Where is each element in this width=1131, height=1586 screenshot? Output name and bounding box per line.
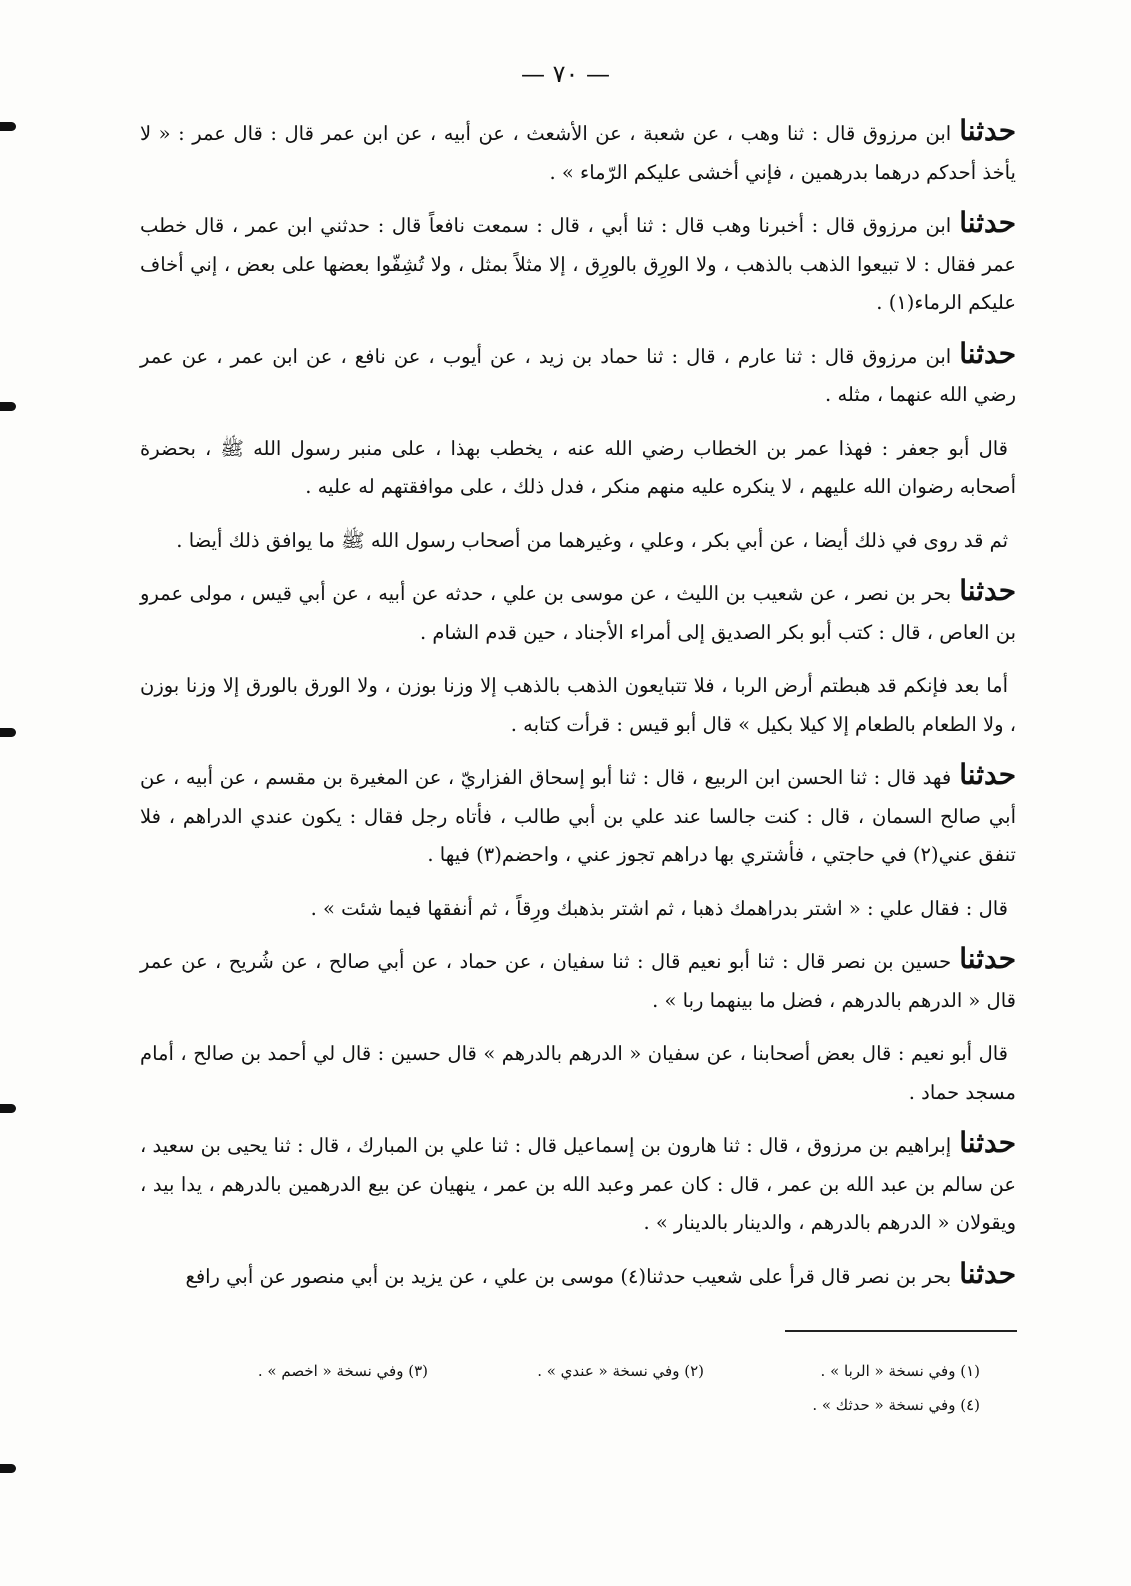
footnote: (٤) وفي نسخة « حدثك » . (812, 1396, 980, 1414)
paragraph-text: بحر بن نصر ، عن شعيب بن الليث ، عن موسى بن علي ، حدثه عن أبيه ، عن أبي قيس ، مولى عمرو بن العاص ، قال : كتب أبو بكر الصديق إلى أمراء الأجناد ، حين قدم الشام . (140, 582, 1016, 644)
paragraph-text: إبراهيم بن مرزوق ، قال : ثنا هارون بن إسماعيل قال : ثنا علي بن المبارك ، قال : ثنا يحيى بن سعيد ، عن سالم بن عبد الله بن عمر ، قال : كان عمر وعبد الله بن عمر ، ينهيان عن بيع الدرهمين بالدرهم ، يدا بيد ، ويقولان « الدرهم بالدرهم ، والدينار بالدينار » . (140, 1134, 1016, 1234)
footnote: (٣) وفي نسخة « اخصم » . (257, 1362, 428, 1380)
haddathana-heading: حدثنا (959, 206, 1016, 239)
footnote: (٢) وفي نسخة « عندي » . (537, 1362, 704, 1380)
paragraph-text: قال أبو نعيم : قال بعض أصحابنا ، عن سفيان « الدرهم بالدرهم » قال حسين : قال لي أحمد بن صالح ، أمام مسجد حماد . (140, 1042, 1016, 1104)
paragraph (140, 940, 1016, 1020)
paragraph-text: ثم قد روى في ذلك أيضا ، عن أبي بكر ، وعلي ، وغيرهما من أصحاب رسول الله ﷺ ما يوافق ذلك أيضا . (176, 528, 1008, 552)
paragraph-text: فهد قال : ثنا الحسن ابن الربيع ، قال : ثنا أبو إسحاق الفزاريّ ، عن المغيرة بن مقسم ، عن أبيه ، عن أبي صالح السمان ، قال : كنت جالسا عند علي بن أبي طالب ، فأتاه رجل فقال : يكون عندي الدراهم ، فلا تنفق عني(٢) في حاجتي ، فأشتري بها دراهم تجوز عني ، واحضم(٣) فيها . (140, 766, 1016, 866)
binding-mark (0, 402, 16, 411)
paragraph (140, 572, 1016, 652)
paragraph-text: قال أبو جعفر : فهذا عمر بن الخطاب رضي الله عنه ، يخطب بهذا ، على منبر رسول الله ﷺ ، بحضرة أصحابه رضوان الله عليهم ، لا ينكره عليه منهم منكر ، فدل ذلك ، على موافقتهم له عليه . (140, 436, 1016, 498)
paragraph-text: بحر بن نصر قال قرأ على شعيب حدثنا(٤) موسى بن علي ، عن يزيد بن أبي منصور عن أبي رافع (185, 1264, 952, 1288)
paragraph (140, 664, 1016, 744)
footnote: (١) وفي نسخة « الربا » . (820, 1362, 980, 1380)
paragraph (140, 1032, 1016, 1112)
paragraph (140, 1124, 1016, 1243)
footnote-divider (785, 1330, 1017, 1332)
paragraph (140, 427, 1016, 507)
paragraph (140, 887, 1016, 929)
paragraph (140, 112, 1016, 192)
paragraph (140, 519, 1016, 561)
paragraph-text: حسين بن نصر قال : ثنا أبو نعيم قال : ثنا سفيان ، عن حماد ، عن أبي صالح ، عن شُريح ، عن عمر قال « الدرهم بالدرهم ، فضل ما بينهما ربا » . (140, 950, 1016, 1012)
binding-mark (0, 1104, 16, 1113)
haddathana-heading: حدثنا (959, 942, 1016, 975)
paragraph-text: ابن مرزوق قال : أخبرنا وهب قال : ثنا أبي ، قال : سمعت نافعاً قال : حدثني ابن عمر ، قال خطب عمر فقال : لا تبيعوا الذهب بالذهب ، ولا الورِق بالورِق ، إلا مثلاً بمثل ، ولا تُشِفّوا بعضها على بعض ، إني أخاف عليكم الرماء(١) . (140, 214, 1016, 314)
haddathana-heading: حدثنا (959, 758, 1016, 791)
haddathana-heading: حدثنا (959, 1126, 1016, 1159)
haddathana-heading: حدثنا (959, 1256, 1016, 1290)
footnote-row (150, 1388, 980, 1422)
paragraph-text: ابن مرزوق قال : ثنا وهب ، عن شعبة ، عن الأشعث ، عن أبيه ، عن ابن عمر قال : قال عمر : « لا يأخذ أحدكم درهما بدرهمين ، فإني أخشى عليكم الرّماء » . (140, 122, 1016, 184)
paragraph (140, 1255, 1016, 1297)
main-text (140, 112, 1016, 1308)
binding-mark (0, 728, 16, 737)
paragraph (140, 204, 1016, 323)
paragraph-text: ابن مرزوق قال : ثنا عارم ، قال : ثنا حماد بن زيد ، عن أيوب ، عن نافع ، عن ابن عمر ، عن عمر رضي الله عنهما ، مثله . (140, 344, 1016, 406)
paragraph (140, 335, 1016, 415)
haddathana-heading: حدثنا (959, 336, 1016, 370)
footnotes (150, 1354, 980, 1422)
binding-mark (0, 1464, 16, 1473)
haddathana-heading: حدثنا (959, 114, 1016, 147)
paragraph-text: قال : فقال علي : « اشتر بدراهمك ذهبا ، ثم اشتر بذهبك ورِقاً ، ثم أنفقها فيما شئت » . (310, 896, 1008, 920)
binding-mark (0, 122, 16, 131)
paragraph-text: أما بعد فإنكم قد هبطتم أرض الربا ، فلا تتبايعون الذهب بالذهب إلا وزنا بوزن ، ولا الورق بالورق إلا وزنا بوزن ، ولا الطعام بالطعام إلا كيلا بكيل » قال أبو قيس : قرأت كتابه . (140, 674, 1016, 736)
footnote-row (150, 1354, 980, 1388)
haddathana-heading: حدثنا (959, 574, 1016, 607)
page-number: — ٧٠ — (520, 60, 611, 88)
paragraph (140, 756, 1016, 875)
